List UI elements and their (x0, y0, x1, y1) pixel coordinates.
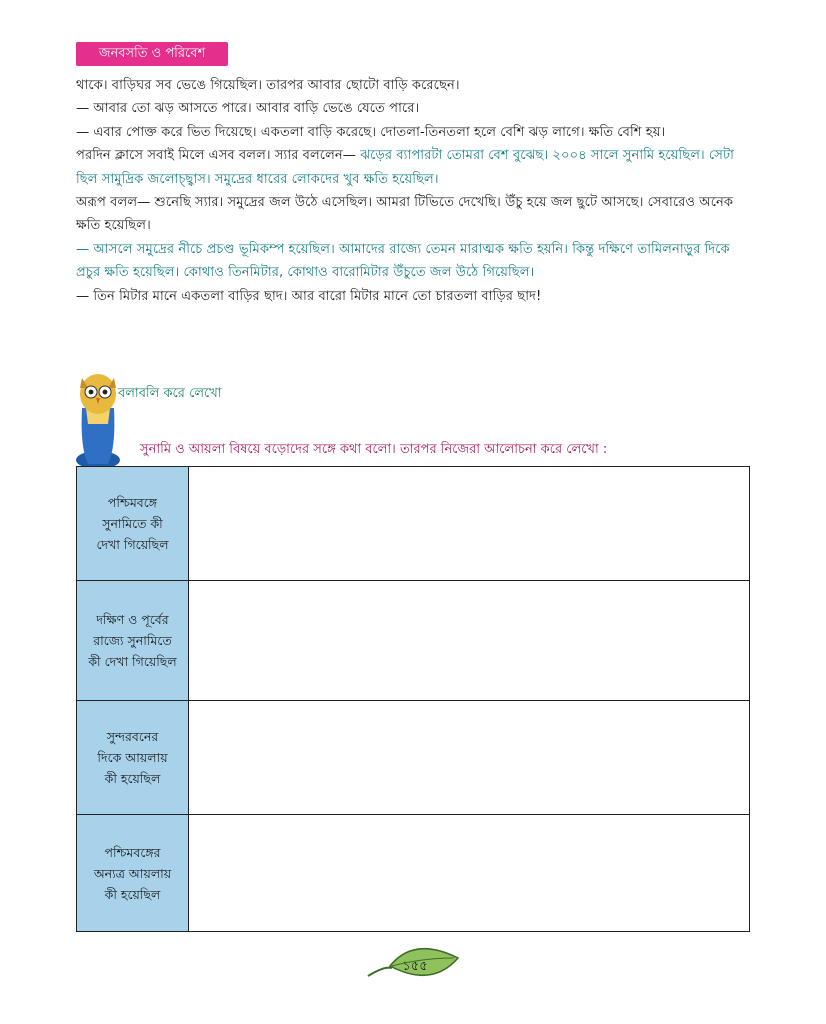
story-paragraph (76, 144, 756, 191)
story-text-segment: ঝড়ের ব্যাপারটা তোমরা বেশ বুঝেছ। ২০০৪ সালে সুনামি হয়েছিল। সেটা ছিল সামুদ্রিক জলোচ্ছ্বাস। সমুদ্রের ধারের লোকদের খুব ক্ষতি হয়েছিল। (76, 148, 735, 187)
story-paragraph (76, 121, 756, 144)
question-label: পশ্চিমবঙ্গে সুনামিতে কী দেখা গিয়েছিল (77, 467, 189, 580)
story-text (76, 74, 756, 308)
answer-cell[interactable] (189, 815, 749, 931)
question-label: সুন্দরবনের দিকে আয়লায় কী হয়েছিল (77, 701, 189, 814)
table-row (77, 467, 749, 581)
story-text-segment: — আবার তো ঝড় আসতে পারে। আবার বাড়ি ভেঙে যেতে পারে। (76, 101, 420, 117)
activity-instruction: সুনামি ও আয়লা বিষয়ে বড়োদের সঙ্গে কথা বলো। তারপর নিজেরা আলোচনা করে লেখো : (140, 442, 608, 457)
chapter-tag: জনবসতি ও পরিবেশ (76, 42, 228, 66)
story-paragraph (76, 285, 756, 308)
story-text-segment: থাকে। বাড়িঘর সব ভেঙে গিয়েছিল। তারপর আবার ছোটো বাড়ি করেছেন। (76, 78, 460, 93)
story-text-segment: — তিন মিটার মানে একতলা বাড়ির ছাদ। আর বারো মিটার মানে তো চারতলা বাড়ির ছাদ! (76, 288, 542, 304)
owl-icon (72, 368, 124, 472)
story-text-segment: — এবার পোক্ত করে ভিত দিয়েছে। একতলা বাড়ি করেছে। দোতলা-তিনতলা হলে বেশি ঝড় লাগে। ক্ষতি বেশি হয়। (76, 124, 666, 140)
story-text-segment: অরূপ বলল— শুনেছি স্যার। সমুদ্রের জল উঠে এসেছিল। আমরা টিভিতে দেখেছি। উঁচু হয়ে জল ছুটে আসছে। সেবারেও অনেক ক্ষতি হয়েছিল। (76, 195, 734, 234)
question-label: দক্ষিণ ও পূর্বের রাজ্যে সুনামিতে কী দেখা গিয়েছিল (77, 581, 189, 700)
activity-heading: বলাবলি করে লেখো (118, 386, 222, 401)
story-paragraph (76, 238, 756, 285)
table-row (77, 581, 749, 701)
story-paragraph (76, 191, 756, 238)
story-text-segment: পরদিন ক্লাসে সবাই মিলে এসব বলল। স্যার বললেন— (76, 148, 361, 164)
table-row (77, 701, 749, 815)
story-text-segment: — আসলে সমুদ্রের নীচে প্রচণ্ড ভূমিকম্প হয়েছিল। আমাদের রাজ্যে তেমন মারাত্মক ক্ষতি হয়নি। কিন্তু দক্ষিণে তামিলনাড়ুর দিকে প্রচুর ক্ষতি হয়েছিল। কোথাও তিনমিটার, কোথাও বারোমিটার উঁচুতে জল উঠে গিয়েছিল। (76, 241, 730, 281)
story-paragraph (76, 97, 756, 120)
answer-cell[interactable] (189, 701, 749, 814)
page-number: ১৫৫ (402, 959, 428, 974)
answer-cell[interactable] (189, 581, 749, 700)
table-row (77, 815, 749, 931)
answer-cell[interactable] (189, 467, 749, 580)
answer-table (76, 466, 750, 932)
story-paragraph (76, 74, 756, 97)
question-label: পশ্চিমবঙ্গের অন্যত্র আয়লায় কী হয়েছিল (77, 815, 189, 931)
